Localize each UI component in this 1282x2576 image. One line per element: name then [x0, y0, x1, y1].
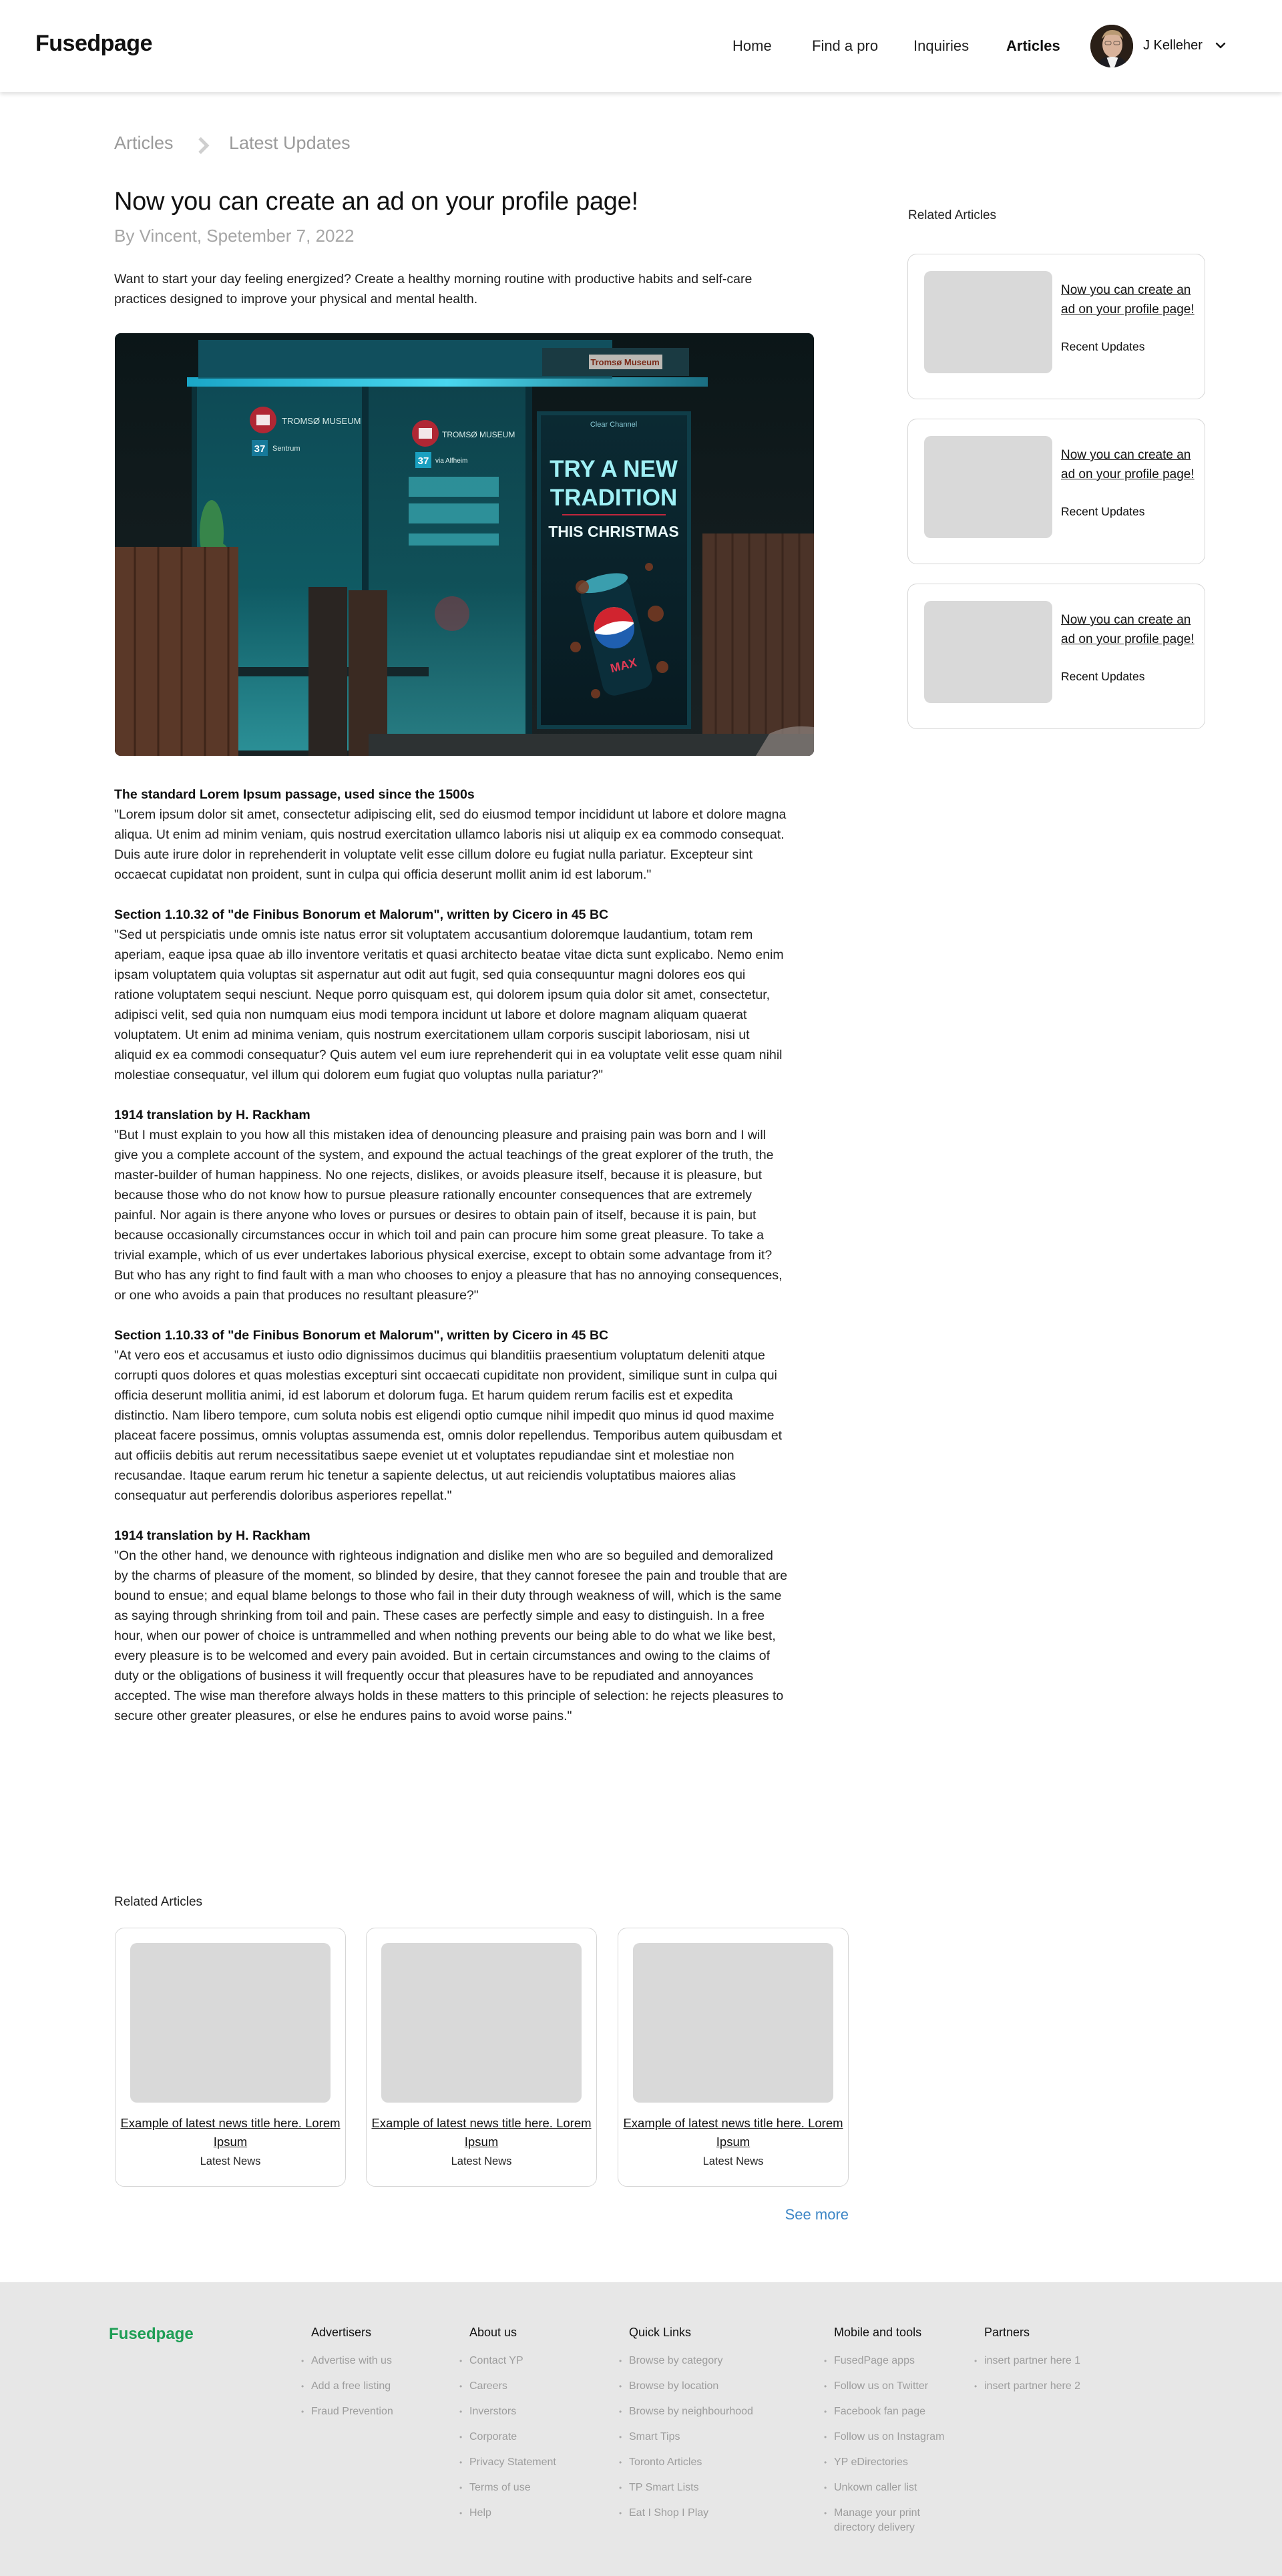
related-article-link[interactable]: Example of latest news title here. Lorem Ipsum — [120, 2116, 341, 2149]
user-avatar-icon — [1090, 25, 1133, 67]
section-heading: The standard Lorem Ipsum passage, used since the 1500s — [114, 787, 475, 802]
see-more-link[interactable]: See more — [785, 2206, 849, 2223]
footer-link[interactable]: • Advertise with us — [311, 2354, 393, 2368]
route-number-2: 37 — [417, 455, 429, 467]
article-section — [114, 1325, 789, 1506]
footer-link[interactable]: • Inverstors — [469, 2404, 556, 2419]
footer-link[interactable]: • Unkown caller list — [834, 2481, 974, 2495]
site-logo[interactable]: Fusedpage — [35, 31, 152, 56]
related-article-title[interactable] — [367, 2114, 596, 2151]
footer-link[interactable]: • Eat I Shop I Play — [629, 2506, 753, 2521]
sidebar-heading: Related Articles — [908, 208, 997, 222]
footer-link[interactable]: • Browse by category — [629, 2354, 753, 2368]
nav-articles[interactable]: Articles — [1006, 37, 1060, 54]
sidebar-article-link[interactable]: Now you can create an ad on your profile page! — [1061, 283, 1195, 316]
related-article-title[interactable] — [116, 2114, 345, 2151]
footer-link[interactable]: • YP eDirectories — [834, 2455, 974, 2470]
article-thumbnail[interactable] — [633, 1943, 833, 2103]
related-article-category: Latest News — [702, 2155, 764, 2167]
related-article-card[interactable] — [618, 1928, 849, 2187]
chevron-right-icon — [196, 136, 211, 156]
nav-find-a-pro[interactable]: Find a pro — [812, 37, 879, 54]
article-section — [114, 905, 789, 1085]
section-body: "But I must explain to you how all this mistaken idea of denouncing pleasure and praising pain was born and I will give you a complete account of the system, and expound the actual teachings of the great explorer of the truth, the master-builder of human happiness. No one rejects, dislikes, or avoids pleasure itself, because it is pleasure, but because those who do not know how to pursue pleasure rationally encounter consequences that are extremely painful. Nor again is there anyone who loves or pursues or desires to obtain pain of itself, because it is pain, but because occasionally circumstances occur in which toil and pain can procure him some great pleasure. To take a trivial example, which of us ever undertakes laborious physical exercise, except to obtain some advantage from it? But who has any right to find fault with a man who chooses to enjoy a pleasure that has no annoying consequences, or one who avoids a pain that produces no resultant pleasure?" — [114, 1128, 783, 1303]
related-article-category: Latest News — [451, 2155, 512, 2167]
chevron-down-icon[interactable] — [1214, 39, 1227, 52]
article-thumbnail[interactable] — [924, 601, 1052, 703]
article-thumbnail[interactable] — [381, 1943, 582, 2103]
breadcrumb-articles[interactable]: Articles — [114, 133, 174, 153]
section-heading: 1914 translation by H. Rackham — [114, 1528, 310, 1543]
footer-link[interactable]: • Follow us on Instagram — [834, 2430, 974, 2444]
footer-link[interactable]: • Toronto Articles — [629, 2455, 753, 2470]
related-article-card[interactable] — [115, 1928, 346, 2187]
footer-link[interactable]: • Contact YP — [469, 2354, 556, 2368]
footer-link[interactable]: • Follow us on Twitter — [834, 2379, 974, 2394]
museum-sign-1: TROMSØ MUSEUM — [282, 416, 361, 426]
sidebar-article-category: Recent Updates — [1061, 505, 1145, 518]
article-section — [114, 1526, 789, 1726]
footer-column-heading: Partners — [984, 2326, 1030, 2339]
footer-column-heading: About us — [469, 2326, 517, 2339]
footer-link[interactable]: • Smart Tips — [629, 2430, 753, 2444]
section-heading: Section 1.10.32 of "de Finibus Bonorum et Malorum", written by Cicero in 45 BC — [114, 907, 609, 922]
footer-column-partners — [984, 2326, 1080, 2404]
section-heading: Section 1.10.33 of "de Finibus Bonorum et Malorum", written by Cicero in 45 BC — [114, 1328, 609, 1343]
section-body: "At vero eos et accusamus et iusto odio dignissimos ducimus qui blanditiis praesentium voluptatum deleniti atque corrupti quos dolores et quas molestias excepturi sint occaecati cupiditate non provident, similique sunt in culpa qui officia deserunt mollitia animi, id est laborum et dolorum fuga. Et harum quidem rerum facilis est et expedita distinctio. Nam libero tempore, cum soluta nobis est eligendi optio cumque nihil impedit quo minus id quod maxime placeat facere possimus, omnis voluptas assumenda est, omnis dolor repellendus. Temporibus autem quibusdam et aut officiis debitis aut rerum necessitatibus saepe eveniet ut et voluptates repudiandae sint et molestiae non recusandae. Itaque earum rerum hic tenetur a sapiente delectus, ut aut reiciendis voluptatibus maiores alias consequatur aut perferendis doloribus asperiores repellat." — [114, 1348, 783, 1503]
footer-column-heading: Mobile and tools — [834, 2326, 922, 2339]
related-article-link[interactable]: Example of latest news title here. Lorem Ipsum — [623, 2116, 843, 2149]
ad-line-2: TRADITION — [550, 485, 678, 511]
footer-link[interactable]: • Fraud Prevention — [311, 2404, 393, 2419]
footer-column-heading: Advertisers — [311, 2326, 372, 2339]
ad-brand-text: Clear Channel — [590, 421, 638, 429]
section-body: "On the other hand, we denounce with righteous indignation and dislike men who are so beguiled and demoralized by the charms of pleasure of the moment, so blinded by desire, that they cannot foresee the pain and trouble that are bound to ensue; and equal blame belongs to those who fail in their duty through weakness of will, which is the same as saying through shrinking from toil and pain. These cases are perfectly simple and easy to distinguish. In a free hour, when our power of choice is untrammelled and when nothing prevents our being able to do what we like best, every pleasure is to be welcomed and every pain avoided. But in certain circumstances and owing to the claims of duty or the obligations of business it will frequently occur that pleasures have to be repudiated and annoyances accepted. The wise man therefore always holds in these matters to this principle of selection: he rejects pleasures to secure other greater pleasures, or else he endures pains to avoid worse pains." — [114, 1548, 788, 1723]
ad-line-3: THIS CHRISTMAS — [548, 523, 679, 540]
sidebar-article-category: Recent Updates — [1061, 670, 1145, 683]
site-footer — [0, 2282, 1282, 2576]
section-body: "Lorem ipsum dolor sit amet, consectetur adipiscing elit, sed do eiusmod tempor incididunt ut labore et dolore magna aliqua. Ut enim ad minim veniam, quis nostrud exercitation ullamco laboris nisi ut aliquip ex ea commodo consequat. Duis aute irure dolor in reprehenderit in voluptate velit esse cillum dolore eu fugiat nulla pariatur. Excepteur sint occaecat cupidatat non proident, sunt in culpa qui officia deserunt mollit anim id est laborum." — [114, 807, 787, 882]
route-number-1: 37 — [254, 443, 266, 455]
related-heading: Related Articles — [114, 1895, 203, 1909]
footer-link[interactable]: • TP Smart Lists — [629, 2481, 753, 2495]
related-article-category: Latest News — [200, 2155, 261, 2167]
footer-link[interactable]: • Browse by neighbourhood — [629, 2404, 753, 2419]
footer-link[interactable]: • FusedPage apps — [834, 2354, 974, 2368]
footer-logo[interactable]: Fusedpage — [109, 2325, 194, 2343]
article-thumbnail[interactable] — [130, 1943, 331, 2103]
nav-inquiries[interactable]: Inquiries — [913, 37, 970, 54]
article-title: Now you can create an ad on your profile page! — [114, 188, 638, 216]
top-display-text: Tromsø Museum — [590, 357, 660, 367]
related-article-card[interactable] — [366, 1928, 597, 2187]
footer-link[interactable]: • Manage your print directory delivery — [834, 2506, 961, 2535]
footer-column-heading: Quick Links — [629, 2326, 692, 2339]
route-text-1: Sentrum — [272, 445, 300, 453]
footer-link[interactable]: • insert partner here 1 — [984, 2354, 1080, 2368]
footer-column-about-us — [469, 2326, 556, 2531]
sidebar-article-category: Recent Updates — [1061, 340, 1145, 353]
article-section — [114, 785, 789, 885]
nav-home[interactable]: Home — [732, 37, 772, 54]
related-article-link[interactable]: Example of latest news title here. Lorem Ipsum — [371, 2116, 592, 2149]
article-thumbnail[interactable] — [924, 271, 1052, 373]
footer-link[interactable]: • Privacy Statement — [469, 2455, 556, 2470]
route-via: via Alfheim — [435, 457, 468, 465]
footer-link[interactable]: • Careers — [469, 2379, 556, 2394]
article-hero-image — [115, 333, 814, 756]
section-body: "Sed ut perspiciatis unde omnis iste natus error sit voluptatem accusantium doloremque laudantium, totam rem aperiam, eaque ipsa quae ab illo inventore veritatis et quasi architecto beatae vitae dicta sunt explicabo. Nemo enim ipsam voluptatem quia voluptas sit aspernatur aut odit aut fugit, sed quia consequuntur magni dolores eos qui ratione voluptatem sequi nesciunt. Neque porro quisquam est, qui dolorem ipsum quia dolor sit amet, consectetur, adipisci velit, sed quia non numquam eius modi tempora incidunt ut labore et dolore magnam aliquam quaerat voluptatem. Ut enim ad minima veniam, quis nostrum exercitationem ullam corporis suscipit laboriosam, nisi ut aliquid ex ea commodi consequatur? Quis autem vel eum iure reprehenderit qui in ea voluptate velit esse quam nihil molestiae consequatur, vel illum qui dolorem eum fugiat quo voluptas nulla pariatur?" — [114, 927, 784, 1082]
sidebar-article-link[interactable]: Now you can create an ad on your profile page! — [1061, 448, 1195, 481]
footer-link[interactable]: • Browse by location — [629, 2379, 753, 2394]
footer-link[interactable]: • Facebook fan page — [834, 2404, 974, 2419]
footer-column-mobile-and-tools — [834, 2326, 974, 2546]
footer-link[interactable]: • Add a free listing — [311, 2379, 393, 2394]
article-intro: Want to start your day feeling energized? Create a healthy morning routine with productive habits and self-care practices designed to improve your physical and mental health. — [114, 272, 753, 306]
user-avatar[interactable] — [1090, 25, 1133, 67]
sidebar-article-card[interactable] — [907, 419, 1205, 564]
breadcrumb-latest-updates[interactable]: Latest Updates — [229, 133, 351, 153]
article-byline: By Vincent, Spetember 7, 2022 — [114, 226, 355, 246]
section-heading: 1914 translation by H. Rackham — [114, 1108, 310, 1122]
footer-column-advertisers — [311, 2326, 393, 2430]
museum-sign-2: TROMSØ MUSEUM — [442, 430, 515, 439]
footer-link[interactable]: • Terms of use — [469, 2481, 556, 2495]
user-name[interactable]: J Kelleher — [1143, 38, 1203, 53]
related-article-title[interactable] — [618, 2114, 848, 2151]
article-section — [114, 1105, 789, 1305]
svg-text:MAX: MAX — [609, 656, 638, 676]
sidebar-article-card[interactable] — [907, 584, 1205, 729]
footer-link[interactable]: • Help — [469, 2506, 556, 2521]
footer-column-quick-links — [629, 2326, 753, 2531]
footer-link[interactable]: • Corporate — [469, 2430, 556, 2444]
footer-link[interactable]: • insert partner here 2 — [984, 2379, 1080, 2394]
article-body — [114, 785, 789, 1746]
bus-shelter-photo — [115, 333, 814, 756]
site-header — [0, 0, 1282, 92]
article-thumbnail[interactable] — [924, 436, 1052, 538]
sidebar-article-link[interactable]: Now you can create an ad on your profile page! — [1061, 613, 1195, 646]
ad-line-1: TRY A NEW — [550, 456, 678, 482]
sidebar-article-card[interactable] — [907, 254, 1205, 399]
